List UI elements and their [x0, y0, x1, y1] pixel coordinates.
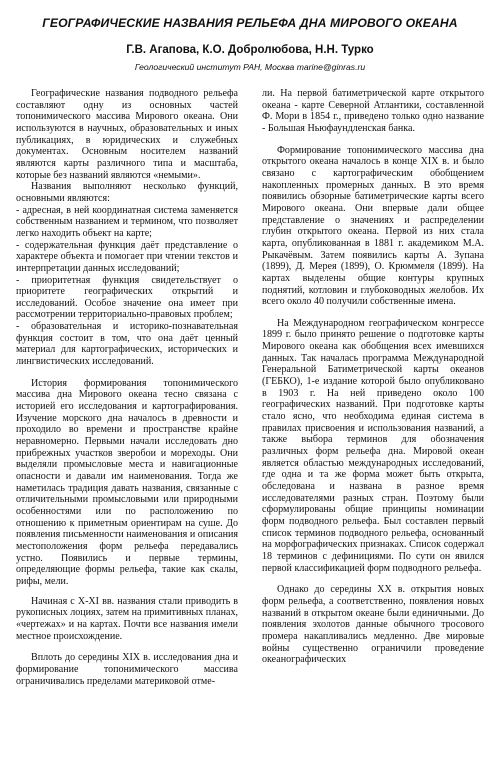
paragraph: Однако до середины XX в. открытия новых форм рельефа, а соответственно, появления новых названий в открытом океане были единичными. До появления эхолотов данные обычного тросового промера накапливались медленно. Две мировые войны существенно ограничили проведение океанографических: [262, 584, 484, 666]
paragraph: Названия выполняют несколько функций, основными являются:: [16, 181, 238, 204]
paragraph: Вплоть до середины XIX в. исследования дна и формирование топонимического массива ограничивались пределами материковой отме-: [16, 652, 238, 687]
paragraph: Начиная с X-XI вв. названия стали приводить в рукописных лоциях, затем на примитивных планах, «чертежах» и на картах. Почти все названия имели местное происхождение.: [16, 595, 238, 642]
authors: Г.В. Агапова, К.О. Добролюбова, Н.Н. Турко: [126, 44, 374, 56]
list-item: - адресная, в ней координатная система заменяется собственным названием и термином, что позволяет легко находить объект на карте;: [16, 204, 238, 239]
list-item: - содержательная функция даёт представление о характере объекта и помогает при чтении текстов и интерпретации данных исследований;: [16, 239, 238, 274]
paragraph: Формирование топонимического массива дна открытого океана началось в конце XIX в. и было связано с картографическим обобщением накопленных промерных данных. В это время появились обзорные батиметрические карты всего Мирового океана. Они впервые дали общее представление о значениях и распределении глубин открытого океана. Первой из них стала карта, опубликованная в 1881 г. академиком М.А. Рыкачёвым. Затем появились карты А. Зупана (1899), Д. Мерея (1899), О. Крюммеля (1899). На картах выделены общие контуры крупных поднятий, котловин и глубоководных желобов. Их всего около 40 получили собственные имена.: [262, 144, 484, 308]
left-column: [16, 88, 238, 687]
paragraph: Географические названия подводного рельефа составляют одну из основных частей топонимического массива Мирового океана. Они используются в научных, образовательных и иных публикациях, в юридических и служебных документах. Основным носителем названий являются карты различного типа и масштаба, которые без названий являются «немыми».: [16, 88, 238, 181]
paper-title: ГЕОГРАФИЧЕСКИЕ НАЗВАНИЯ РЕЛЬЕФА ДНА МИРОВОГО ОКЕАНА: [42, 16, 458, 30]
right-column: [262, 88, 484, 687]
list-item: - приоритетная функция свидетельствует о приоритете географических открытий и исследований. Особое значение она имеет при рассмотрении территориально-правовых проблем;: [16, 274, 238, 321]
body-columns: [16, 88, 484, 687]
paragraph: ли. На первой батиметрической карте открытого океана - карте Северной Атлантики, составленной Ф. Мори в 1854 г., приведено только одно название - Большая Ньюфаундленская банка.: [262, 88, 484, 134]
paragraph: История формирования топонимического массива дна Мирового океана тесно связана с историей его исследования и картографирования. Изучение морского дна началось в древности и проходило во времени и пространстве крайне неравномерно. Первыми начали исследовать дно прибрежных участков зверобои и мореходы. Они выделяли промысловые места и навигационные опасности и давали им наименования. Тогда же наметилась традиция давать названия, связанные с отличительными промысловыми или природными особенностями или по расположению по отношению к приметным ориентирам на суше. До появления письменности наименования и описания местоположения форм рельефа передавались устно. Появились и первые термины, определяющие формы рельефа, такие как скалы, рифы, мели.: [16, 377, 238, 587]
paragraph: На Международном географическом конгрессе 1899 г. было принято решение о подготовке карты Мирового океана как обобщения всех имевшихся данных. Так началась программа Международной Генеральной Батиметрической карты океанов (ГЕБКО), 1-е издание которой было опубликовано в 1903 г. На ней приведено около 100 географических названий. При подготовке карты стало ясно, что необходима единая система в правилах присвоения и использования названий, а также выбора терминов для обозначения различных форм рельефа дна. Мировой океан является областью международных исследований, где одна и та же форма может быть открыта, обследована и названа в разное время исследователями разных стран. Поэтому были сформулированы общие принципы номинации форм подводного рельефа. Был составлен первый список терминов подводного рельефа, основанный на морфографических признаках. Список содержал 18 терминов с дефинициями. По сути он явился первой классификацией форм подводного рельефа.: [262, 317, 484, 574]
affiliation: Геологический институт РАН, Москва marine@ginras.ru: [134, 62, 366, 72]
list-item: - образовательная и историко-познавательная функция состоит в том, что она даёт ценный материал для картографических, исторических и лингвистических исследований.: [16, 321, 238, 368]
